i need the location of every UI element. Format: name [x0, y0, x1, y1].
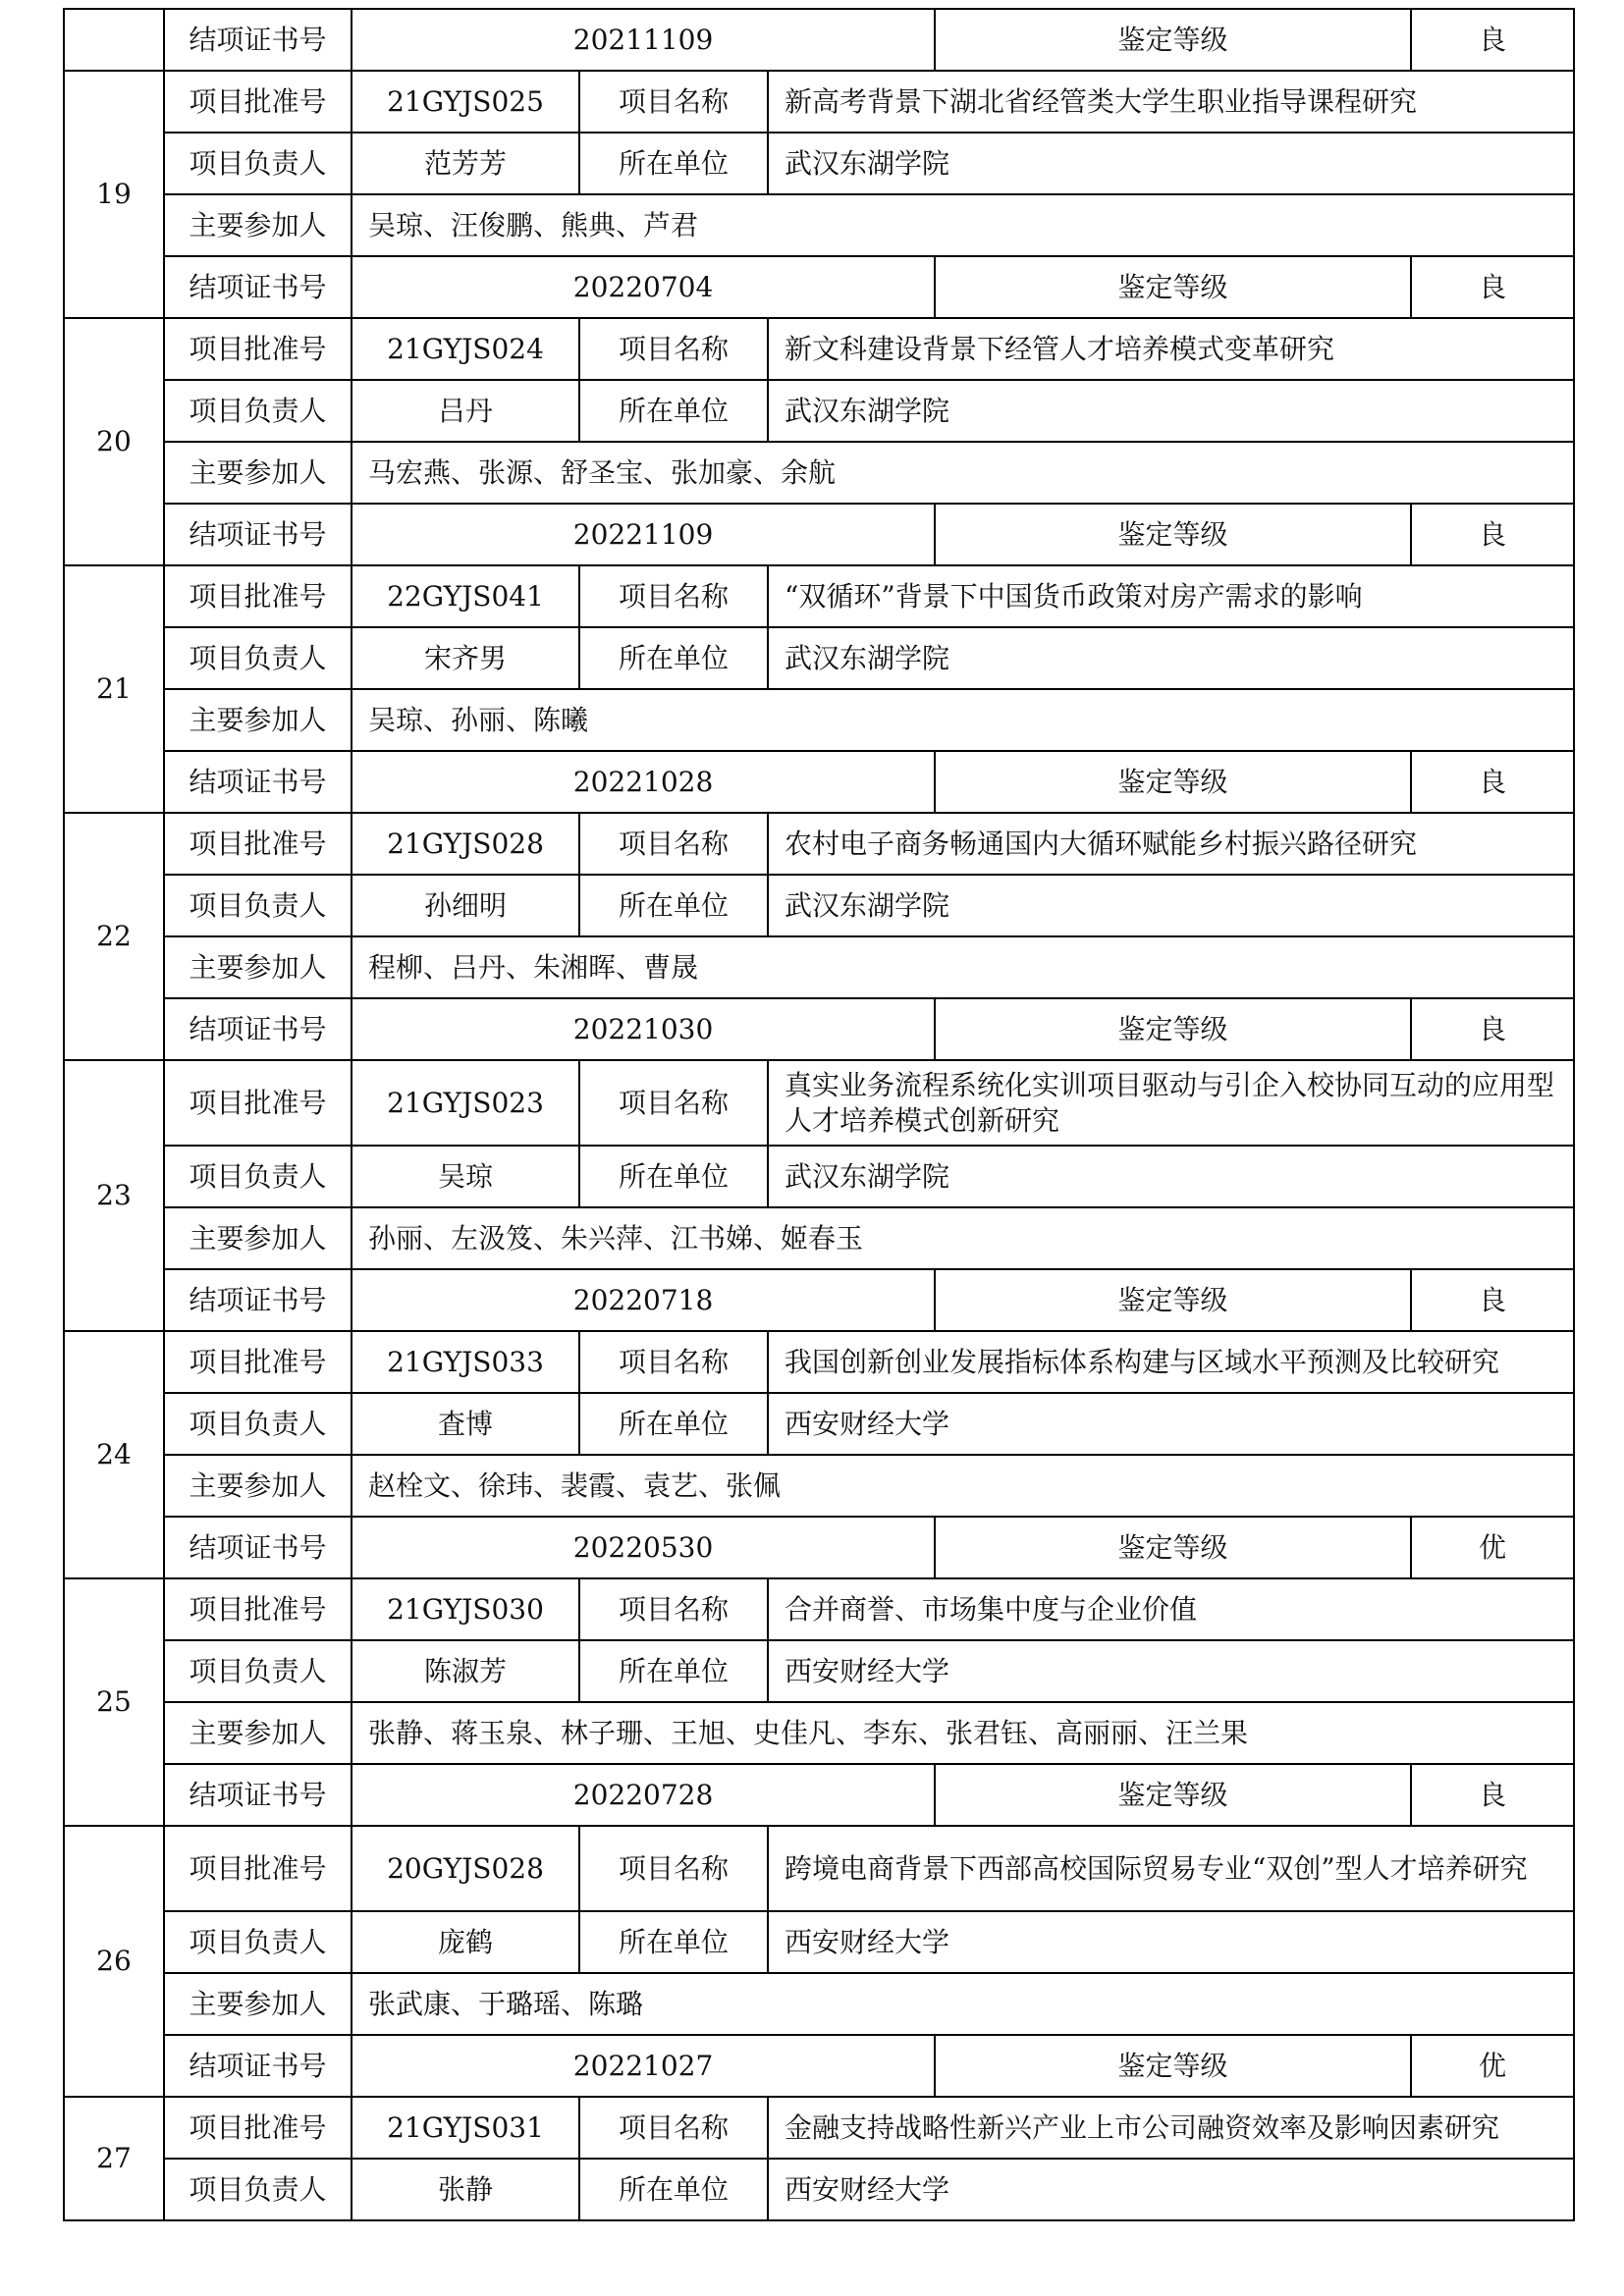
approval-no-value: 22GYJS041 [352, 565, 579, 627]
label-participants: 主要参加人 [164, 1207, 352, 1269]
project-name-value: 我国创新创业发展指标体系构建与区域水平预测及比较研究 [768, 1331, 1574, 1393]
approval-no-value: 21GYJS033 [352, 1331, 579, 1393]
unit-value: 西安财经大学 [768, 2159, 1574, 2220]
leader-value: 庞鹤 [352, 1911, 579, 1973]
label-project-name: 项目名称 [579, 71, 768, 133]
label-participants: 主要参加人 [164, 689, 352, 751]
label-grade: 鉴定等级 [935, 751, 1411, 813]
project-index: 19 [64, 71, 164, 318]
index-cell [64, 9, 164, 71]
certificate-no-value: 20220728 [352, 1764, 935, 1826]
table-row [64, 2035, 1574, 2097]
project-index: 27 [64, 2097, 164, 2220]
label-grade: 鉴定等级 [935, 504, 1411, 565]
table-row [64, 875, 1574, 936]
table-row [64, 1393, 1574, 1455]
grade-value: 优 [1411, 1517, 1574, 1578]
table-row [64, 1973, 1574, 2035]
label-grade: 鉴定等级 [935, 9, 1411, 71]
label-leader: 项目负责人 [164, 380, 352, 442]
label-approval-no: 项目批准号 [164, 1826, 352, 1911]
grade-value: 良 [1411, 1764, 1574, 1826]
approval-no-value: 21GYJS025 [352, 71, 579, 133]
table-row [64, 1578, 1574, 1640]
approval-no-value: 21GYJS024 [352, 318, 579, 380]
leader-value: 査博 [352, 1393, 579, 1455]
grade-value: 良 [1411, 998, 1574, 1060]
project-name-value: 跨境电商背景下西部高校国际贸易专业“双创”型人才培养研究 [768, 1826, 1574, 1911]
label-unit: 所在单位 [579, 133, 768, 194]
project-index: 26 [64, 1826, 164, 2097]
grade-value: 良 [1411, 1269, 1574, 1331]
table-row [64, 1517, 1574, 1578]
leader-value: 孙细明 [352, 875, 579, 936]
project-name-value: 合并商誉、市场集中度与企业价值 [768, 1578, 1574, 1640]
table-row [64, 1640, 1574, 1702]
participants-value: 程柳、吕丹、朱湘晖、曹晟 [352, 936, 1574, 998]
label-approval-no: 项目批准号 [164, 2097, 352, 2159]
table-row [64, 1911, 1574, 1973]
project-name-value: 新高考背景下湖北省经管类大学生职业指导课程研究 [768, 71, 1574, 133]
table-row [64, 256, 1574, 318]
project-index: 23 [64, 1060, 164, 1331]
label-grade: 鉴定等级 [935, 2035, 1411, 2097]
certificate-no-value: 20221027 [352, 2035, 935, 2097]
label-participants: 主要参加人 [164, 1702, 352, 1764]
leader-value: 吕丹 [352, 380, 579, 442]
leader-value: 范芳芳 [352, 133, 579, 194]
label-unit: 所在单位 [579, 627, 768, 689]
grade-value: 良 [1411, 9, 1574, 71]
table-row [64, 1060, 1574, 1146]
leader-value: 宋齐男 [352, 627, 579, 689]
label-certificate-no: 结项证书号 [164, 1269, 352, 1331]
approval-no-value: 20GYJS028 [352, 1826, 579, 1911]
project-table [63, 8, 1575, 2221]
leader-value: 张静 [352, 2159, 579, 2220]
table-row [64, 1331, 1574, 1393]
table-row [64, 504, 1574, 565]
table-row [64, 565, 1574, 627]
unit-value: 西安财经大学 [768, 1911, 1574, 1973]
label-approval-no: 项目批准号 [164, 1578, 352, 1640]
label-leader: 项目负责人 [164, 1146, 352, 1207]
label-certificate-no: 结项证书号 [164, 751, 352, 813]
table-row [64, 936, 1574, 998]
label-leader: 项目负责人 [164, 1640, 352, 1702]
participants-value: 张武康、于璐瑶、陈璐 [352, 1973, 1574, 2035]
project-index: 24 [64, 1331, 164, 1578]
participants-value: 赵栓文、徐玮、裴霞、袁艺、张佩 [352, 1455, 1574, 1517]
unit-value: 武汉东湖学院 [768, 1146, 1574, 1207]
project-index: 25 [64, 1578, 164, 1826]
participants-value: 马宏燕、张源、舒圣宝、张加豪、余航 [352, 442, 1574, 504]
grade-value: 良 [1411, 504, 1574, 565]
label-project-name: 项目名称 [579, 318, 768, 380]
project-index: 21 [64, 565, 164, 813]
participants-value: 吴琼、孙丽、陈曦 [352, 689, 1574, 751]
table-row [64, 442, 1574, 504]
label-participants: 主要参加人 [164, 1455, 352, 1517]
table-row [64, 1702, 1574, 1764]
label-participants: 主要参加人 [164, 1973, 352, 2035]
label-unit: 所在单位 [579, 1640, 768, 1702]
grade-value: 优 [1411, 2035, 1574, 2097]
project-name-value: 金融支持战略性新兴产业上市公司融资效率及影响因素研究 [768, 2097, 1574, 2159]
label-participants: 主要参加人 [164, 194, 352, 256]
project-index: 20 [64, 318, 164, 565]
table-row [64, 751, 1574, 813]
unit-value: 西安财经大学 [768, 1393, 1574, 1455]
table-row [64, 627, 1574, 689]
label-approval-no: 项目批准号 [164, 1331, 352, 1393]
table-row [64, 2159, 1574, 2220]
label-leader: 项目负责人 [164, 1911, 352, 1973]
label-project-name: 项目名称 [579, 1331, 768, 1393]
label-project-name: 项目名称 [579, 1826, 768, 1911]
table-row [64, 9, 1574, 71]
label-project-name: 项目名称 [579, 565, 768, 627]
leader-value: 吴琼 [352, 1146, 579, 1207]
grade-value: 良 [1411, 751, 1574, 813]
label-leader: 项目负责人 [164, 1393, 352, 1455]
participants-value: 吴琼、汪俊鹏、熊典、芦君 [352, 194, 1574, 256]
label-certificate-no: 结项证书号 [164, 504, 352, 565]
label-grade: 鉴定等级 [935, 1764, 1411, 1826]
approval-no-value: 21GYJS030 [352, 1578, 579, 1640]
label-unit: 所在单位 [579, 1911, 768, 1973]
label-participants: 主要参加人 [164, 442, 352, 504]
certificate-no-value: 20211109 [352, 9, 935, 71]
label-unit: 所在单位 [579, 875, 768, 936]
table-row [64, 380, 1574, 442]
label-project-name: 项目名称 [579, 1060, 768, 1146]
table-row [64, 194, 1574, 256]
label-certificate-no: 结项证书号 [164, 1517, 352, 1578]
project-name-value: 农村电子商务畅通国内大循环赋能乡村振兴路径研究 [768, 813, 1574, 875]
certificate-no-value: 20220530 [352, 1517, 935, 1578]
table-row [64, 1269, 1574, 1331]
label-grade: 鉴定等级 [935, 1517, 1411, 1578]
table-row [64, 133, 1574, 194]
label-leader: 项目负责人 [164, 875, 352, 936]
table-row [64, 1826, 1574, 1911]
label-participants: 主要参加人 [164, 936, 352, 998]
approval-no-value: 21GYJS028 [352, 813, 579, 875]
unit-value: 武汉东湖学院 [768, 133, 1574, 194]
leader-value: 陈淑芳 [352, 1640, 579, 1702]
certificate-no-value: 20221109 [352, 504, 935, 565]
certificate-no-value: 20220718 [352, 1269, 935, 1331]
project-name-value: 真实业务流程系统化实训项目驱动与引企入校协同互动的应用型人才培养模式创新研究 [768, 1060, 1574, 1146]
unit-value: 武汉东湖学院 [768, 380, 1574, 442]
approval-no-value: 21GYJS031 [352, 2097, 579, 2159]
label-unit: 所在单位 [579, 1393, 768, 1455]
unit-value: 武汉东湖学院 [768, 875, 1574, 936]
label-certificate-no: 结项证书号 [164, 9, 352, 71]
label-grade: 鉴定等级 [935, 256, 1411, 318]
table-row [64, 318, 1574, 380]
grade-value: 良 [1411, 256, 1574, 318]
label-unit: 所在单位 [579, 380, 768, 442]
certificate-no-value: 20220704 [352, 256, 935, 318]
label-certificate-no: 结项证书号 [164, 2035, 352, 2097]
unit-value: 西安财经大学 [768, 1640, 1574, 1702]
unit-value: 武汉东湖学院 [768, 627, 1574, 689]
table-row [64, 998, 1574, 1060]
table-row [64, 689, 1574, 751]
table-row [64, 813, 1574, 875]
table-row [64, 1146, 1574, 1207]
label-certificate-no: 结项证书号 [164, 256, 352, 318]
table-row [64, 1764, 1574, 1826]
label-approval-no: 项目批准号 [164, 71, 352, 133]
label-leader: 项目负责人 [164, 133, 352, 194]
table-row [64, 2097, 1574, 2159]
label-certificate-no: 结项证书号 [164, 1764, 352, 1826]
table-row [64, 1455, 1574, 1517]
label-unit: 所在单位 [579, 1146, 768, 1207]
label-approval-no: 项目批准号 [164, 813, 352, 875]
label-project-name: 项目名称 [579, 1578, 768, 1640]
project-name-value: 新文科建设背景下经管人才培养模式变革研究 [768, 318, 1574, 380]
label-approval-no: 项目批准号 [164, 318, 352, 380]
label-approval-no: 项目批准号 [164, 1060, 352, 1146]
label-project-name: 项目名称 [579, 2097, 768, 2159]
label-leader: 项目负责人 [164, 2159, 352, 2220]
table-row [64, 71, 1574, 133]
label-grade: 鉴定等级 [935, 1269, 1411, 1331]
certificate-no-value: 20221028 [352, 751, 935, 813]
label-project-name: 项目名称 [579, 813, 768, 875]
project-table-body [64, 9, 1574, 2220]
label-leader: 项目负责人 [164, 627, 352, 689]
label-grade: 鉴定等级 [935, 998, 1411, 1060]
certificate-no-value: 20221030 [352, 998, 935, 1060]
approval-no-value: 21GYJS023 [352, 1060, 579, 1146]
label-unit: 所在单位 [579, 2159, 768, 2220]
participants-value: 张静、蒋玉泉、林子珊、王旭、史佳凡、李东、张君钰、高丽丽、汪兰果 [352, 1702, 1574, 1764]
label-approval-no: 项目批准号 [164, 565, 352, 627]
table-row [64, 1207, 1574, 1269]
project-name-value: “双循环”背景下中国货币政策对房产需求的影响 [768, 565, 1574, 627]
label-certificate-no: 结项证书号 [164, 998, 352, 1060]
participants-value: 孙丽、左汲笈、朱兴萍、江书娣、姬春玉 [352, 1207, 1574, 1269]
project-index: 22 [64, 813, 164, 1060]
